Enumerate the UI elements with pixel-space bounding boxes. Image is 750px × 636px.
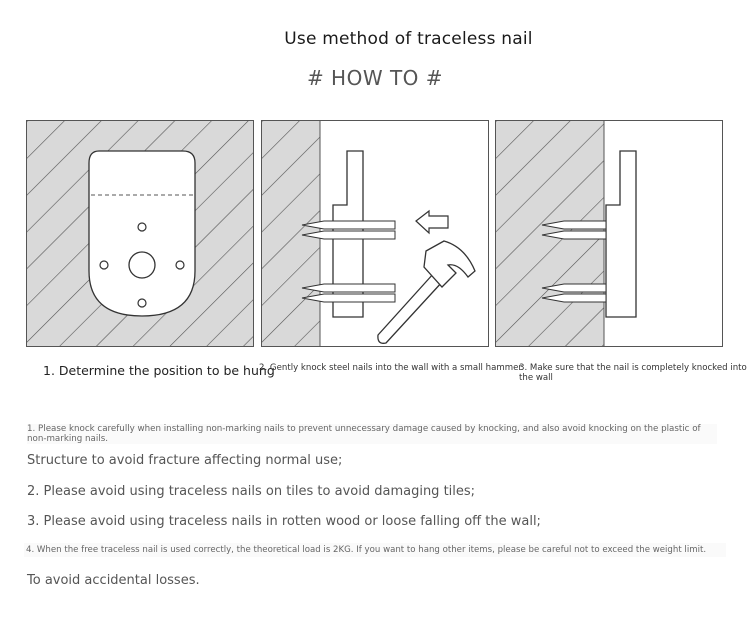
note-1: 1. Please knock carefully when installing non-marking nails to prevent unnecessary damage caused by knocking, and also avoid knocking on the plastic of non-marking nails. (27, 424, 717, 444)
note-2: 2. Please avoid using traceless nails on tiles to avoid damaging tiles; (27, 484, 476, 499)
step-3-illustration (495, 120, 723, 347)
note-3: 3. Please avoid using traceless nails in rotten wood or loose falling off the wall; (27, 514, 541, 529)
step-2-caption: 2. Gently knock steel nails into the wall with a small hammer (259, 363, 522, 373)
note-4: 4. When the free traceless nail is used correctly, the theoretical load is 2KG. If you want to hang other items, please be careful not to exceed the weight limit. (24, 543, 726, 557)
step-1-illustration (26, 120, 254, 347)
step-2-illustration (261, 120, 489, 347)
step-1-caption: 1. Determine the position to be hung (43, 363, 275, 378)
page-subtitle: # HOW TO # (306, 66, 444, 90)
page-title: Use method of traceless nail (284, 29, 533, 49)
arrow-left-icon (416, 211, 448, 233)
step-3-caption: 3. Make sure that the nail is completely knocked into the wall (519, 363, 747, 383)
note-4-continued: To avoid accidental losses. (27, 573, 200, 588)
hook-plate-icon (89, 151, 195, 316)
note-1-continued: Structure to avoid fracture affecting normal use; (27, 453, 343, 468)
